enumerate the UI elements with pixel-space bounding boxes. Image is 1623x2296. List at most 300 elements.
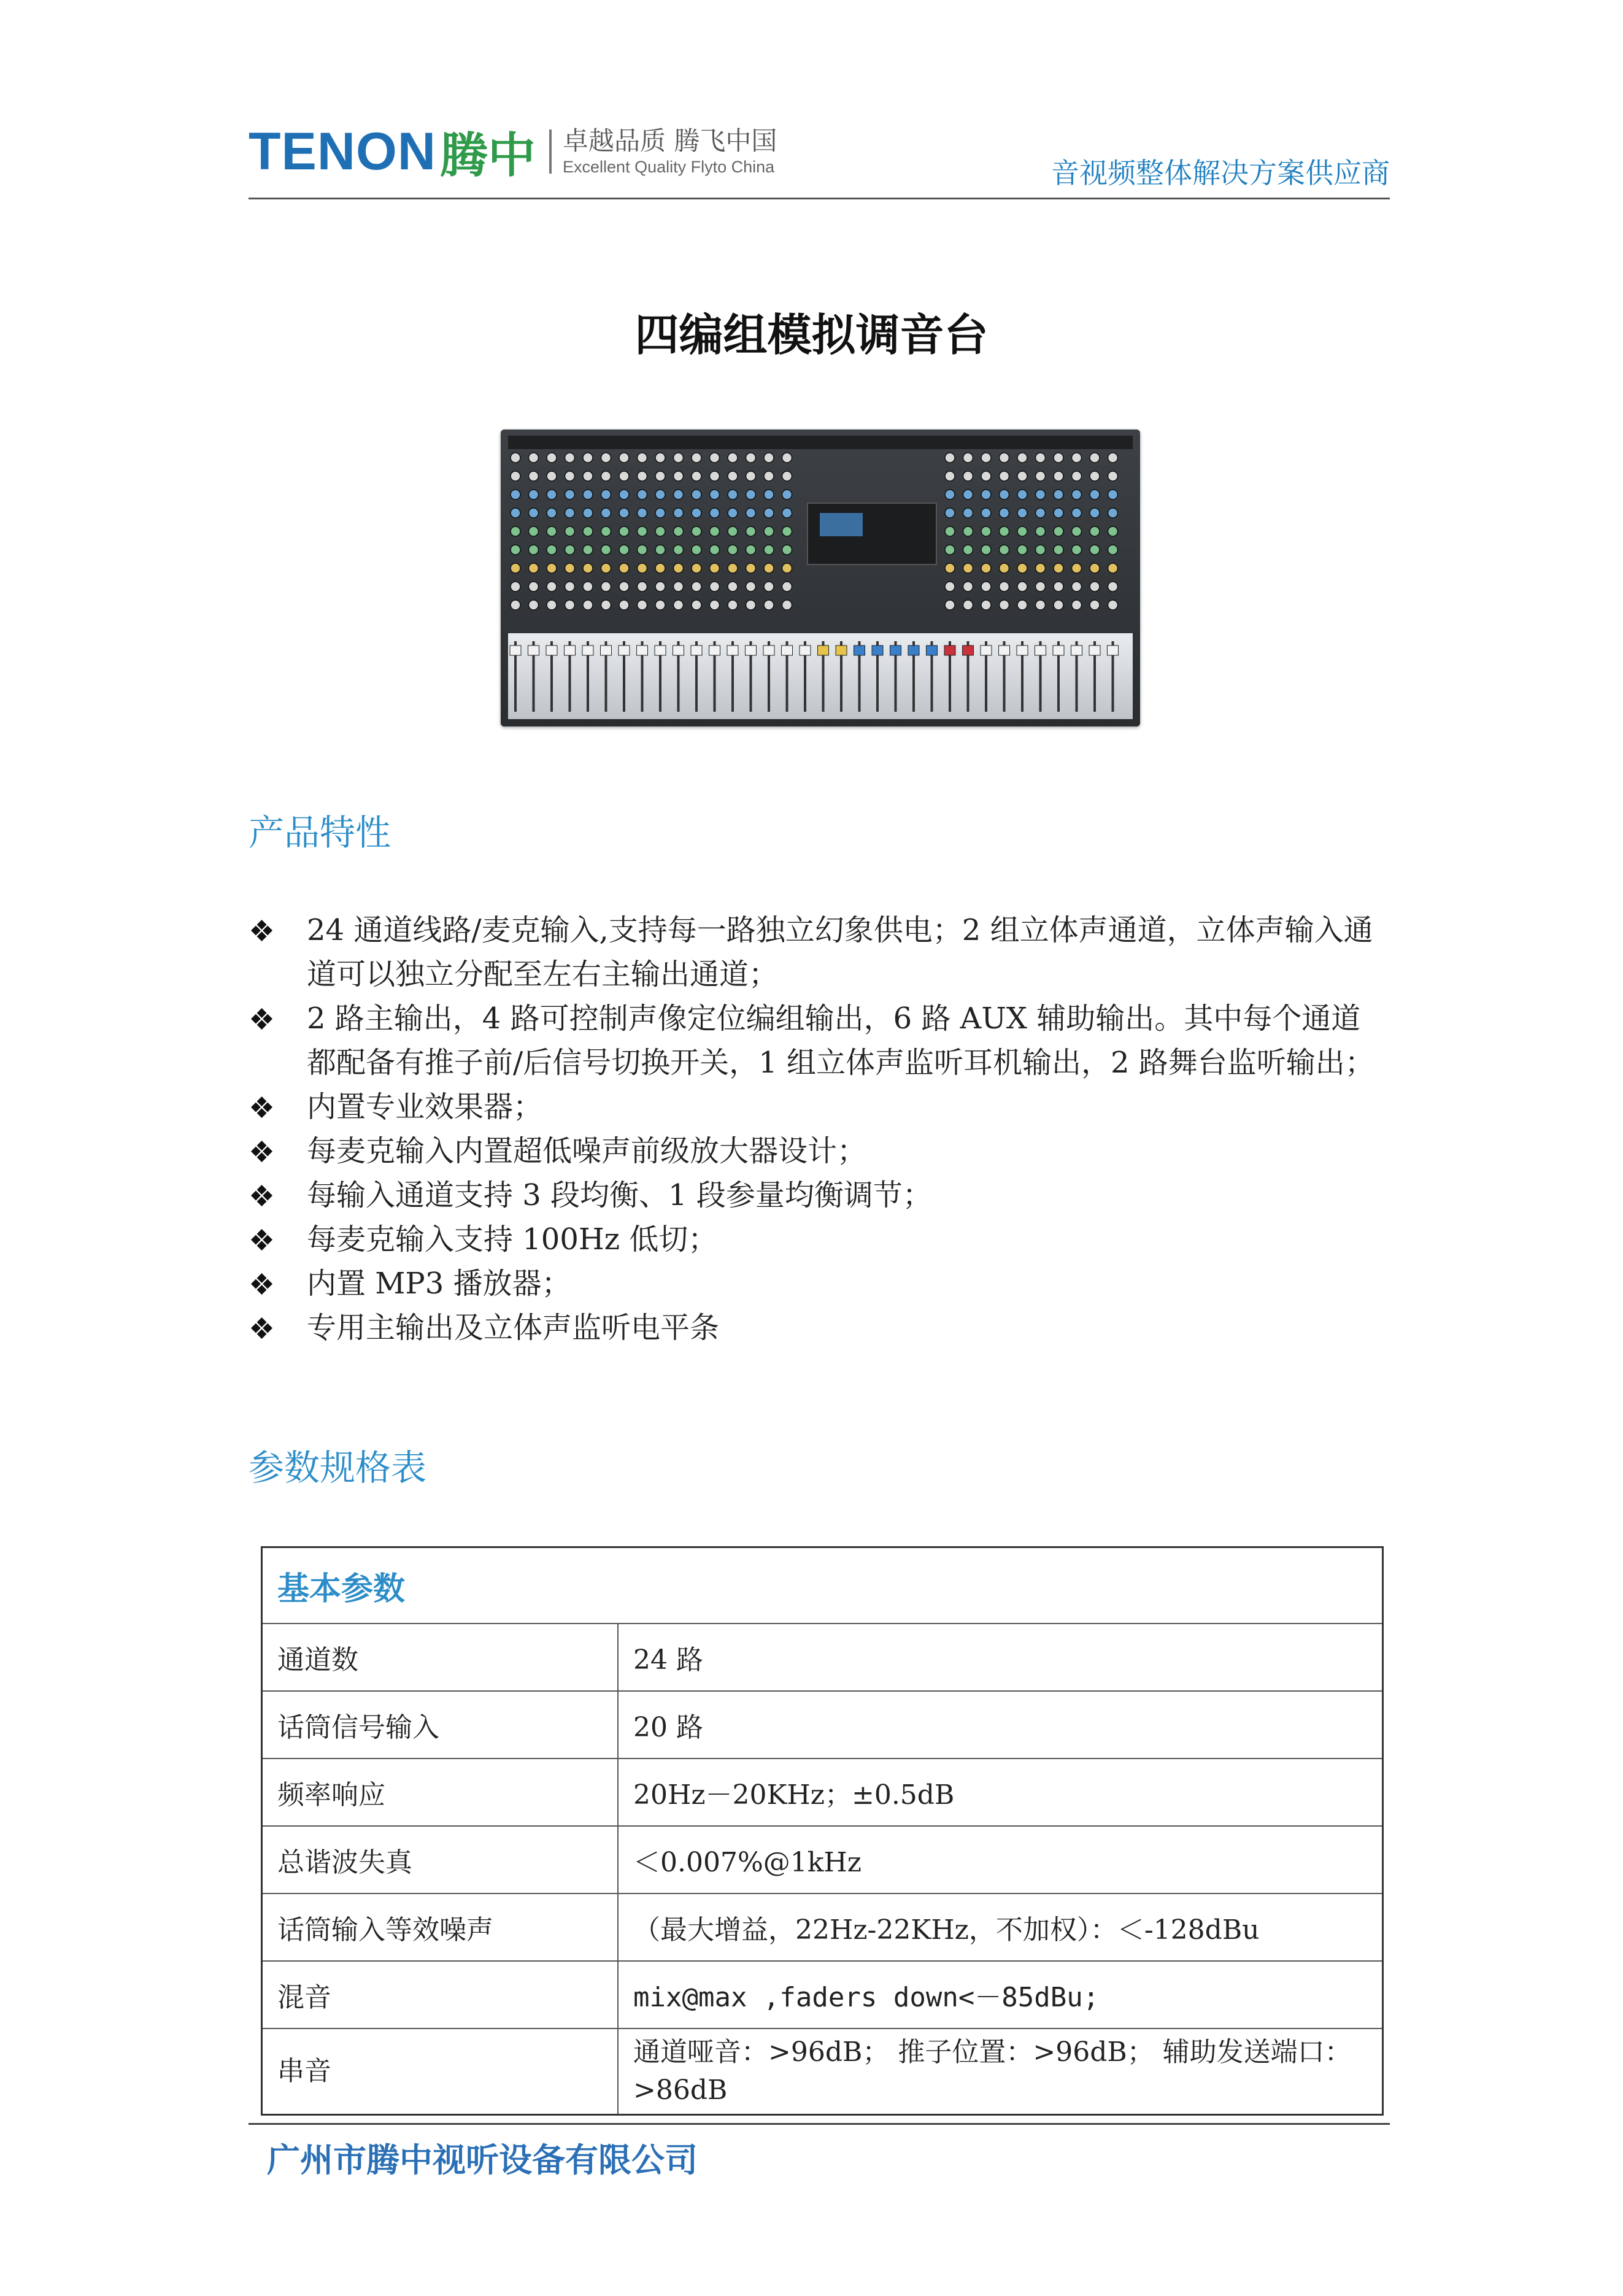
feature-text: 内置专业效果器； — [307, 1090, 543, 1124]
knob — [782, 508, 792, 518]
knob — [1090, 453, 1100, 463]
knob — [728, 453, 738, 463]
knob — [547, 563, 557, 573]
logo-divider — [549, 129, 552, 174]
knob — [746, 582, 756, 591]
spec-value: 通道哑音：>96dB； 推子位置：>96dB； 辅助发送端口：>86dB — [618, 2028, 1383, 2115]
feature-list — [249, 908, 1390, 1350]
spec-value: ＜0.007%@1kHz — [618, 1826, 1383, 1893]
diamond-bullet-icon: ❖ — [249, 1312, 276, 1346]
knob — [746, 508, 756, 518]
knob — [710, 545, 720, 555]
knob — [963, 508, 973, 518]
knob — [692, 526, 701, 536]
knob — [1090, 563, 1100, 573]
knob — [1017, 582, 1027, 591]
knob — [746, 545, 756, 555]
knob — [1000, 545, 1009, 555]
fader-cap — [582, 645, 593, 655]
knob — [764, 508, 774, 518]
knob — [655, 508, 665, 518]
knob — [764, 526, 774, 536]
knob — [981, 471, 991, 481]
diamond-bullet-icon: ❖ — [249, 1091, 276, 1125]
knob — [764, 490, 774, 499]
knob — [1108, 545, 1118, 555]
knob — [692, 471, 701, 481]
knob — [945, 508, 955, 518]
knob — [547, 471, 557, 481]
knob — [583, 490, 593, 499]
knob — [638, 600, 647, 610]
knob — [728, 490, 738, 499]
knob — [1108, 563, 1118, 573]
table-row — [262, 1691, 1383, 1759]
knob — [1072, 545, 1082, 555]
knob — [1017, 490, 1027, 499]
page-title: 四编组模拟调音台 — [634, 309, 989, 361]
feature-item — [249, 908, 1390, 996]
table-row — [262, 1893, 1383, 1961]
knob — [764, 582, 774, 591]
knob — [945, 471, 955, 481]
knob — [728, 545, 738, 555]
fader-cap — [746, 645, 757, 655]
knob — [638, 563, 647, 573]
feature-item — [249, 996, 1390, 1085]
spec-table — [261, 1546, 1384, 2116]
knob — [583, 471, 593, 481]
spec-key: 频率响应 — [262, 1759, 619, 1826]
knob — [565, 508, 575, 518]
knob — [619, 600, 629, 610]
mixing-console-illustration — [501, 430, 1140, 726]
knob — [692, 508, 701, 518]
knob — [529, 582, 539, 591]
fader-cap — [1089, 645, 1100, 655]
fader-cap — [981, 645, 992, 655]
knob — [1072, 563, 1082, 573]
knob — [710, 471, 720, 481]
spec-key: 通道数 — [262, 1624, 619, 1691]
knob — [981, 600, 991, 610]
knob — [638, 490, 647, 499]
knob — [638, 526, 647, 536]
knob — [1017, 600, 1027, 610]
diamond-bullet-icon: ❖ — [249, 1003, 276, 1037]
knob — [565, 545, 575, 555]
knob — [1108, 453, 1118, 463]
knob — [1054, 490, 1063, 499]
knob — [601, 582, 611, 591]
knob — [945, 600, 955, 610]
knob — [529, 453, 539, 463]
knob — [1036, 490, 1046, 499]
knob — [728, 600, 738, 610]
knob — [583, 563, 593, 573]
knob — [601, 471, 611, 481]
knob — [764, 471, 774, 481]
knob — [963, 545, 973, 555]
knob — [710, 600, 720, 610]
knob — [692, 600, 701, 610]
fader-cap — [1108, 645, 1119, 655]
knob — [981, 563, 991, 573]
knob — [583, 508, 593, 518]
knob — [764, 600, 774, 610]
knob — [746, 600, 756, 610]
knob — [529, 563, 539, 573]
knob — [1072, 508, 1082, 518]
knob — [638, 508, 647, 518]
spec-key: 混音 — [262, 1961, 619, 2028]
knob — [674, 471, 684, 481]
knob — [619, 545, 629, 555]
knob — [547, 508, 557, 518]
fader-cap — [709, 645, 720, 655]
knob — [1036, 471, 1046, 481]
knob — [981, 526, 991, 536]
feature-item — [249, 1306, 1390, 1350]
spec-group-label: 基本参数 — [262, 1547, 1383, 1624]
knob — [674, 600, 684, 610]
fader-cap — [818, 645, 829, 655]
fader-cap — [963, 645, 974, 655]
spec-key: 话筒输入等效噪声 — [262, 1893, 619, 1961]
fader-cap — [619, 645, 630, 655]
fader-cap — [637, 645, 648, 655]
fader-cap — [727, 645, 738, 655]
footer-divider — [249, 2123, 1390, 2125]
knob — [782, 453, 792, 463]
knob — [619, 471, 629, 481]
knob — [674, 508, 684, 518]
logo-slogan — [563, 126, 777, 177]
knob — [565, 490, 575, 499]
knob — [529, 471, 539, 481]
feature-item — [249, 1129, 1390, 1173]
knob — [529, 600, 539, 610]
knob — [945, 545, 955, 555]
knob — [1108, 600, 1118, 610]
knob — [1108, 526, 1118, 536]
diamond-bullet-icon: ❖ — [249, 1179, 276, 1214]
fader-cap — [927, 645, 938, 655]
knob — [511, 582, 520, 591]
knob — [963, 563, 973, 573]
knob — [565, 453, 575, 463]
knob — [1090, 471, 1100, 481]
footer-company: 广州市腾中视听设备有限公司 — [267, 2141, 698, 2179]
knob — [1054, 508, 1063, 518]
fader-cap — [854, 645, 865, 655]
knob — [728, 471, 738, 481]
knob — [511, 508, 520, 518]
knob — [764, 453, 774, 463]
knob — [655, 600, 665, 610]
knob — [1017, 526, 1027, 536]
knob — [764, 563, 774, 573]
fader-cap — [528, 645, 539, 655]
header-tagline: 音视频整体解决方案供应商 — [1051, 156, 1390, 190]
fader-cap — [763, 645, 774, 655]
spec-value: 24 路 — [618, 1624, 1383, 1691]
knob — [601, 600, 611, 610]
knob — [547, 490, 557, 499]
knob — [511, 563, 520, 573]
knob — [728, 563, 738, 573]
knob — [1000, 490, 1009, 499]
knob — [728, 508, 738, 518]
spec-value: 20Hz－20KHz；±0.5dB — [618, 1759, 1383, 1826]
knob — [529, 526, 539, 536]
fader-cap — [1017, 645, 1028, 655]
knob — [638, 545, 647, 555]
knob — [601, 453, 611, 463]
knob — [1072, 490, 1082, 499]
knob — [1000, 453, 1009, 463]
knob — [782, 545, 792, 555]
knob — [692, 453, 701, 463]
knob — [1090, 600, 1100, 610]
knob — [511, 471, 520, 481]
knob — [981, 545, 991, 555]
knob — [1017, 545, 1027, 555]
page-header — [249, 110, 1390, 202]
knob — [1036, 582, 1046, 591]
spec-key: 总谐波失真 — [262, 1826, 619, 1893]
feature-text: 内置 MP3 播放器； — [307, 1266, 571, 1301]
knob — [981, 453, 991, 463]
feature-item — [249, 1217, 1390, 1262]
diamond-bullet-icon: ❖ — [249, 1135, 276, 1169]
knob — [746, 471, 756, 481]
knob — [655, 490, 665, 499]
knob — [1054, 545, 1063, 555]
knob — [963, 453, 973, 463]
fader-cap — [944, 645, 955, 655]
knob — [1036, 563, 1046, 573]
knob — [782, 526, 792, 536]
fader-cap — [800, 645, 811, 655]
knob — [547, 453, 557, 463]
spec-value: 20 路 — [618, 1691, 1383, 1759]
fader-cap — [691, 645, 702, 655]
spec-key: 话筒信号输入 — [262, 1691, 619, 1759]
features-heading: 产品特性 — [249, 812, 391, 853]
knob — [1072, 600, 1082, 610]
knob — [945, 563, 955, 573]
knob — [547, 582, 557, 591]
knob — [655, 453, 665, 463]
knob — [1090, 582, 1100, 591]
knob — [655, 563, 665, 573]
knob — [710, 526, 720, 536]
table-row — [262, 2028, 1383, 2115]
specs-heading: 参数规格表 — [249, 1447, 427, 1489]
knob — [963, 600, 973, 610]
knob — [1054, 600, 1063, 610]
diamond-bullet-icon: ❖ — [249, 914, 276, 949]
knob — [963, 490, 973, 499]
knob — [619, 453, 629, 463]
knob — [547, 526, 557, 536]
knob — [674, 526, 684, 536]
knob — [728, 526, 738, 536]
knob — [1017, 453, 1027, 463]
fader-cap — [890, 645, 901, 655]
fader-cap — [872, 645, 883, 655]
fader-cap — [510, 645, 521, 655]
knob — [782, 600, 792, 610]
feature-text: 2 路主输出，4 路可控制声像定位编组输出，6 路 AUX 辅助输出。其中每个通道都配备有推子前/后信号切换开关，1 组立体声监听耳机输出，2 路舞台监听输出； — [307, 1001, 1374, 1080]
knob — [710, 453, 720, 463]
knob — [1108, 490, 1118, 499]
knob — [746, 563, 756, 573]
knob — [1000, 582, 1009, 591]
fader-cap — [782, 645, 793, 655]
knob — [1054, 526, 1063, 536]
table-row — [262, 1961, 1383, 2028]
company-logo — [249, 118, 777, 185]
knob — [1036, 600, 1046, 610]
knob — [601, 508, 611, 518]
knob — [583, 545, 593, 555]
knob — [1054, 582, 1063, 591]
knob — [1017, 471, 1027, 481]
feature-text: 专用主输出及立体声监听电平条 — [307, 1311, 720, 1345]
knob — [674, 563, 684, 573]
knob — [963, 526, 973, 536]
knob — [638, 453, 647, 463]
knob — [1108, 471, 1118, 481]
knob — [1090, 508, 1100, 518]
knob — [1036, 545, 1046, 555]
knob — [963, 582, 973, 591]
knob — [692, 545, 701, 555]
mixing-console-photo — [501, 430, 1140, 726]
knob — [619, 582, 629, 591]
knob — [1108, 582, 1118, 591]
knob — [655, 526, 665, 536]
knob — [746, 526, 756, 536]
fader-cap — [1071, 645, 1082, 655]
feature-item — [249, 1085, 1390, 1129]
knob — [619, 526, 629, 536]
knob — [565, 471, 575, 481]
knob — [945, 526, 955, 536]
spec-value: （最大增益，22Hz-22KHz，不加权）：＜-128dBu — [618, 1893, 1383, 1961]
knob — [710, 508, 720, 518]
knob — [945, 490, 955, 499]
knob — [981, 508, 991, 518]
knob — [674, 453, 684, 463]
knob — [655, 545, 665, 555]
knob — [963, 471, 973, 481]
knob — [764, 545, 774, 555]
spec-key: 串音 — [262, 2028, 619, 2115]
knob — [945, 453, 955, 463]
fader-cap — [1053, 645, 1064, 655]
fader-cap — [836, 645, 847, 655]
knob — [692, 582, 701, 591]
slogan-cn: 卓越品质 腾飞中国 — [563, 126, 777, 156]
knob — [619, 508, 629, 518]
logo-text-en: TENON — [249, 121, 436, 181]
knob — [710, 490, 720, 499]
knob — [547, 600, 557, 610]
fader-cap — [565, 645, 576, 655]
knob — [1036, 508, 1046, 518]
knob — [746, 453, 756, 463]
knob — [601, 563, 611, 573]
knob — [638, 582, 647, 591]
knob — [1054, 563, 1063, 573]
table-row — [262, 1624, 1383, 1691]
knob — [619, 563, 629, 573]
knob — [746, 490, 756, 499]
spec-group-row — [262, 1547, 1383, 1624]
knob — [1054, 471, 1063, 481]
slogan-en: Excellent Quality Flyto China — [563, 158, 775, 176]
knob — [1036, 526, 1046, 536]
knob — [692, 563, 701, 573]
knob — [1000, 471, 1009, 481]
knob — [1108, 508, 1118, 518]
knob — [619, 490, 629, 499]
fader-cap — [1035, 645, 1046, 655]
knob — [945, 582, 955, 591]
knob — [601, 545, 611, 555]
knob — [728, 582, 738, 591]
knob — [1090, 545, 1100, 555]
knob — [511, 453, 520, 463]
feature-item — [249, 1173, 1390, 1217]
table-row — [262, 1826, 1383, 1893]
logo-text-cn: 腾中 — [440, 128, 536, 183]
knob — [710, 582, 720, 591]
fader-cap — [546, 645, 557, 655]
spec-value: mix@max ,faders down<－85dBu; — [618, 1961, 1383, 2028]
knob — [1017, 563, 1027, 573]
table-row — [262, 1759, 1383, 1826]
fader-cap — [673, 645, 684, 655]
knob — [1072, 471, 1082, 481]
knob — [782, 563, 792, 573]
diamond-bullet-icon: ❖ — [249, 1223, 276, 1258]
knob — [1090, 526, 1100, 536]
knob — [674, 490, 684, 499]
fader-cap — [908, 645, 919, 655]
knob — [583, 453, 593, 463]
knob — [1000, 563, 1009, 573]
feature-text: 每输入通道支持 3 段均衡、1 段参量均衡调节； — [307, 1178, 932, 1212]
fader-cap — [601, 645, 612, 655]
knob — [511, 490, 520, 499]
knob — [583, 526, 593, 536]
knob — [601, 526, 611, 536]
knob — [565, 526, 575, 536]
fader-cap — [655, 645, 666, 655]
knob — [583, 600, 593, 610]
knob — [1017, 508, 1027, 518]
header-divider — [249, 198, 1390, 199]
knob — [529, 490, 539, 499]
knob — [1000, 600, 1009, 610]
knob — [1090, 490, 1100, 499]
knob — [565, 582, 575, 591]
knob — [782, 471, 792, 481]
